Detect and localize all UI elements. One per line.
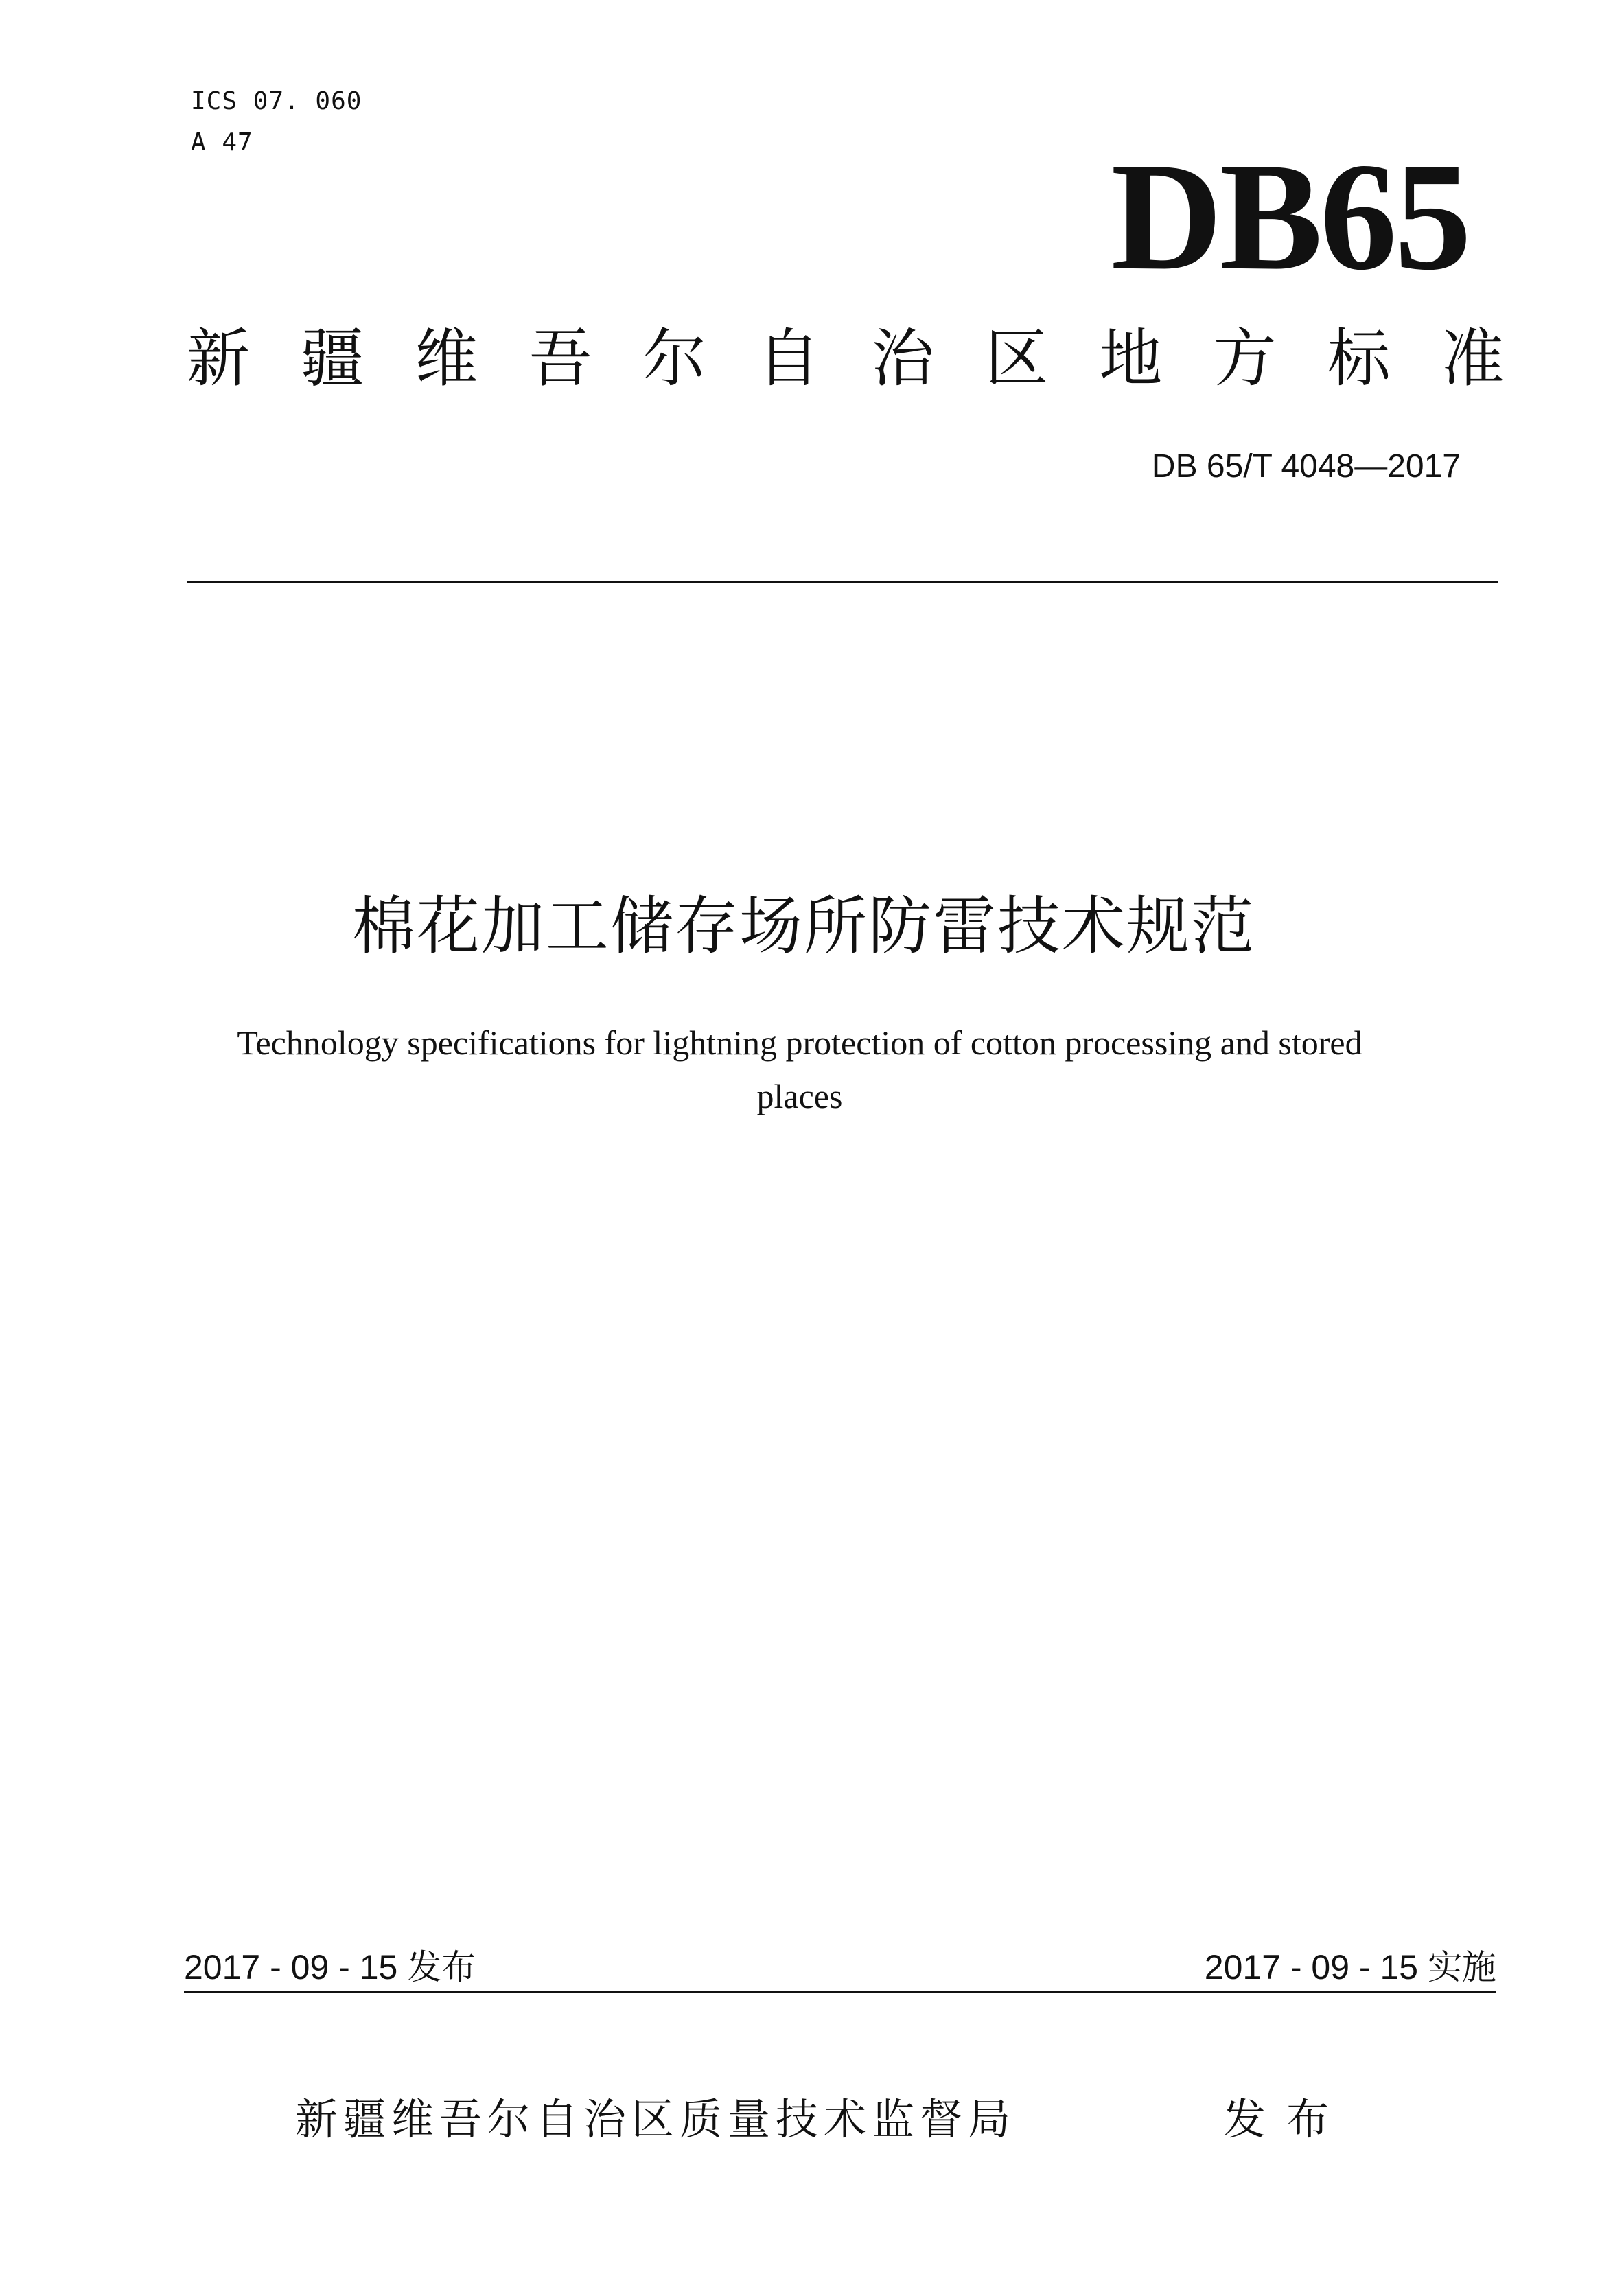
authority-char: 标 [1327,322,1391,395]
authority-char: 疆 [301,322,364,395]
authority-char: 方 [1213,322,1277,395]
document-title-english [158,1016,1441,1123]
authority-char: 尔 [642,322,706,395]
authority-char: 自 [756,322,820,395]
issuing-authority: 新疆维吾尔自治区质量技术监督局 [295,2094,1017,2144]
authority-char: 区 [985,322,1049,395]
standard-authority-title [187,321,1505,397]
category-code: A 47 [191,128,253,156]
publish-date: 2017 - 09 - 15 发布 [184,1948,476,1986]
footer-divider [184,1991,1496,1993]
title-english-line: Technology specifications for lightning protection of cotton processing and stored [237,1023,1362,1062]
ics-code: ICS 07. 060 [191,87,362,115]
authority-char: 新 [187,322,251,395]
effective-date: 2017 - 09 - 15 实施 [1204,1948,1496,1986]
issue-label: 发布 [1223,2094,1350,2144]
authority-char: 准 [1441,322,1505,395]
title-english-line: places [756,1077,843,1115]
authority-char: 吾 [529,322,592,395]
standard-number: DB 65/T 4048—2017 [1151,448,1461,485]
authority-char: 治 [871,322,935,395]
authority-char: 维 [415,322,478,395]
document-title-chinese: 棉花加工储存场所防雷技术规范 [351,890,1255,963]
classification-codes [191,81,362,163]
header-divider [187,581,1498,583]
authority-char: 地 [1099,322,1163,395]
db65-logo: DB65 [1111,130,1469,302]
